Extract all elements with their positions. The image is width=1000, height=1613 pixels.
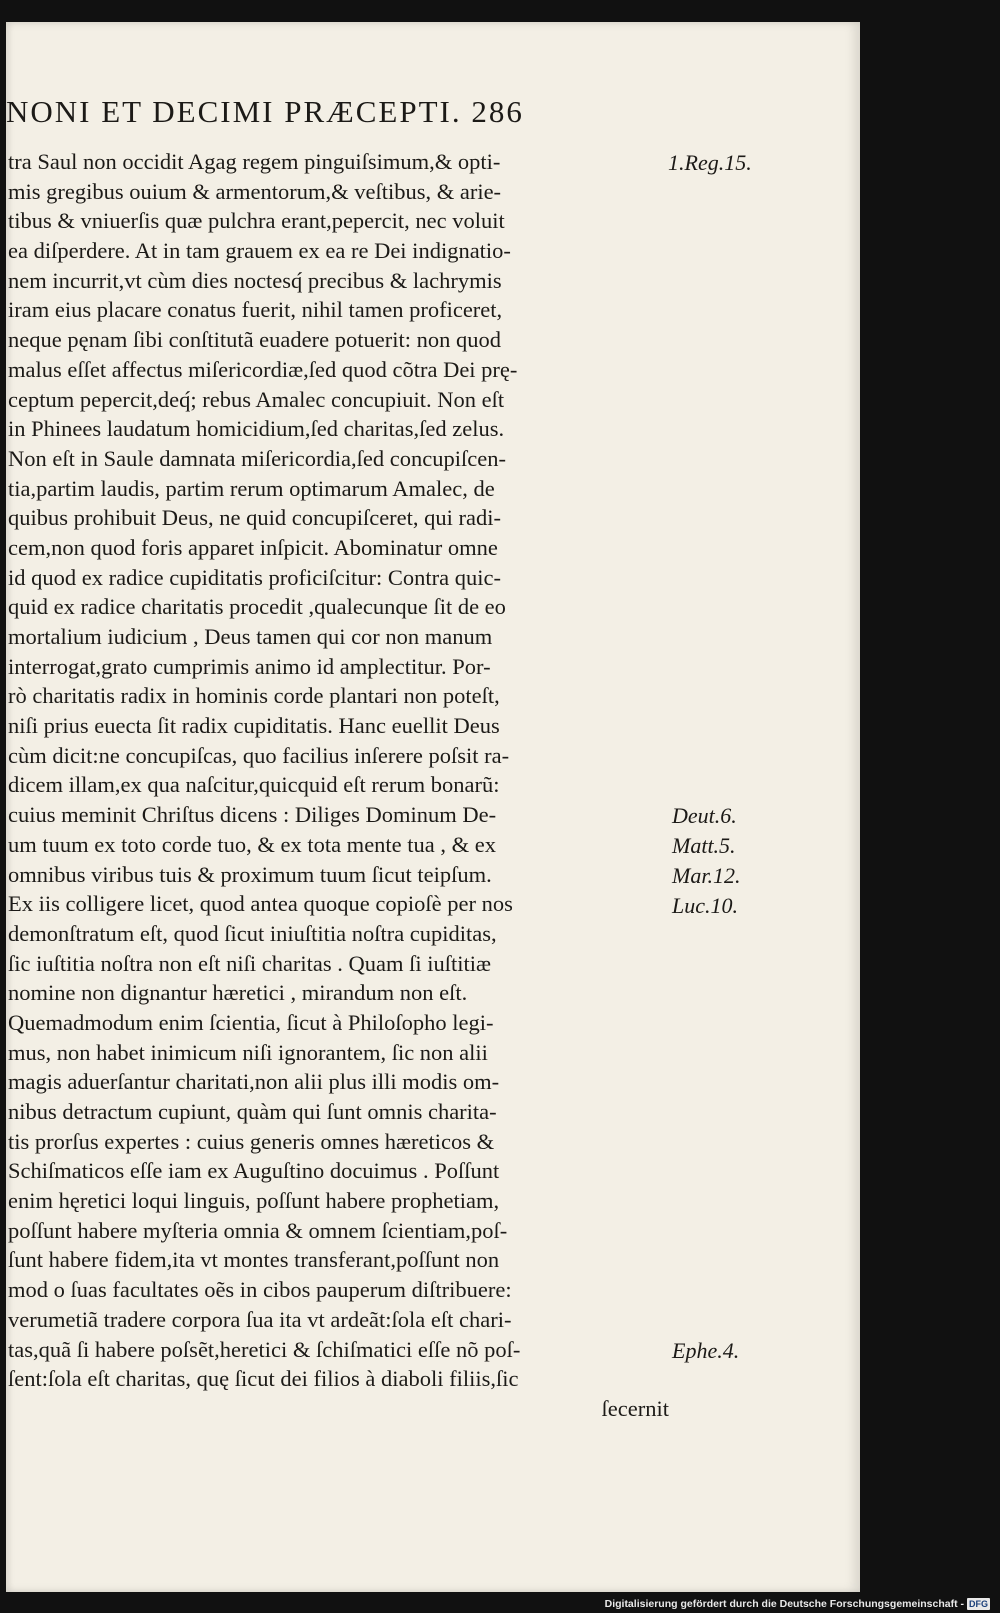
text-line: nibus detractum cupiunt, quàm qui ſunt omnis charita-	[8, 1099, 497, 1124]
text-line: tis prorſus expertes : cuius generis omnes hæreticos &	[8, 1128, 495, 1154]
body-text	[8, 147, 674, 1424]
text-line: rò charitatis radix in hominis corde plantari non poteſt,	[8, 683, 500, 709]
text-line: Schiſmaticos eſſe iam ex Auguſtino docuimus . Poſſunt	[8, 1158, 500, 1184]
text-line: interrogat,grato cumprimis animo id amplectitur. Por-	[8, 653, 491, 679]
margin-note: Matt.5.	[672, 833, 736, 859]
text-line: mod o ſuas facultates oẽs in cibos pauperum diſtribuere:	[8, 1277, 512, 1303]
text-line: demonſtratum eſt, quod ſicut iniuſtitia noſtra cupiditas,	[8, 920, 497, 946]
text-line: malus eſſet affectus miſericordiæ,ſed quod cõtra Dei prę-	[8, 356, 518, 382]
margin-note: 1.Reg.15.	[668, 150, 752, 175]
text-line: tibus & vniuerſis quæ pulchra erant,pepercit, nec voluit	[8, 208, 505, 234]
text-line: verumetiã tradere corpora ſua ita vt ardeãt:ſola eſt chari-	[8, 1306, 512, 1332]
text-line: ea diſperdere. At in tam grauem ex ea re Dei indignatio-	[8, 238, 511, 264]
text-line: um tuum ex toto corde tuo, & ex tota mente tua , & ex	[8, 831, 497, 857]
text-line: Quemadmodum enim ſcientia, ſicut à Philoſopho legi-	[8, 1009, 494, 1035]
text-line: Non eſt in Saule damnata miſericordia,ſed concupiſcen-	[8, 445, 506, 471]
text-line: nomine non dignantur hæretici , mirandum non eſt.	[8, 980, 468, 1006]
text-line: magis aduerſantur charitati,non alii plus illi modis om-	[8, 1069, 500, 1095]
text-line: poſſunt habere myſteria omnia & omnem ſcientiam,poſ-	[8, 1217, 508, 1243]
text-line: nem incurrit,vt cùm dies noctesq́ precibus & lachrymis	[8, 267, 502, 293]
text-line: ſent:ſola eſt charitas, quę ſicut dei filios à diaboli filiis,ſic	[8, 1366, 519, 1392]
text-line: in Phinees laudatum homicidium,ſed charitas,ſed zelus.	[8, 416, 505, 442]
text-line: ſunt habere fidem,ita vt montes transferant,poſſunt non	[8, 1247, 500, 1273]
dfg-logo: DFG	[969, 1599, 988, 1609]
text-line: tia,partim laudis, partim rerum optimarum Amalec, de	[8, 475, 495, 501]
text-line: quibus prohibuit Deus, ne quid concupiſceret, qui radi-	[8, 505, 502, 531]
margin-note: Deut.6.	[672, 803, 737, 829]
running-head: NONI ET DECIMI PRÆCEPTI. 286	[6, 94, 524, 129]
text-line: Ex iis colligere licet, quod antea quoque copioſè per nos	[8, 891, 513, 917]
text-line: quid ex radice charitatis procedit ,qualecunque ſit de eo	[8, 594, 506, 620]
digitization-credit	[605, 1598, 990, 1610]
text-line: ſecernit	[601, 1395, 669, 1421]
text-line: enim hęretici loqui linguis, poſſunt habere prophetiam,	[8, 1188, 500, 1214]
margin-note: Luc.10.	[672, 892, 738, 918]
text-line: mortalium iudicium , Deus tamen qui cor non manum	[8, 624, 493, 649]
text-line: niſi prius euecta ſit radix cupiditatis. Hanc euellit Deus	[8, 713, 500, 739]
margin-note: Mar.12.	[672, 862, 741, 888]
text-line: ſic iuſtitia noſtra non eſt niſi charitas . Quam ſi iuſtitiæ	[8, 950, 492, 976]
text-line: ceptum pepercit,deq́; rebus Amalec concupiuit. Non eſt	[8, 386, 505, 412]
text-line: tra Saul non occidit Agag regem pinguiſsimum,& opti-	[8, 149, 501, 174]
text-line: omnibus viribus tuis & proximum tuum ſicut teipſum.	[8, 861, 492, 887]
text-line: dicem illam,ex qua naſcitur,quicquid eſt rerum bonarũ:	[8, 772, 500, 798]
footer-text: Digitalisierung gefördert durch die Deutsche Forschungsgemeinschaft -	[604, 1598, 964, 1610]
book-page	[6, 22, 860, 1592]
text-line: cuius meminit Chriſtus dicens : Diliges Dominum De-	[8, 802, 497, 828]
text-line: tas,quã ſi habere poſsẽt,heretici & ſchiſmatici eſſe nõ poſ-	[8, 1336, 521, 1362]
text-line: mus, non habet inimicum niſi ignorantem, ſic non alii	[8, 1039, 488, 1065]
text-line: cem,non quod foris apparet inſpicit. Abominatur omne	[8, 534, 498, 560]
text-line: id quod ex radice cupiditatis proficiſcitur: Contra quic-	[8, 564, 501, 590]
text-line: iram eius placare conatus fuerit, nihil tamen proficeret,	[8, 297, 503, 323]
text-line: cùm dicit:ne concupiſcas, quo facilius inſerere poſsit ra-	[8, 742, 510, 768]
margin-note: Ephe.4.	[672, 1338, 740, 1363]
text-line: neque pęnam ſibi conſtitutã euadere potuerit: non quod	[8, 327, 501, 353]
text-line: mis gregibus ouium & armentorum,& veſtibus, & arie-	[8, 178, 502, 204]
